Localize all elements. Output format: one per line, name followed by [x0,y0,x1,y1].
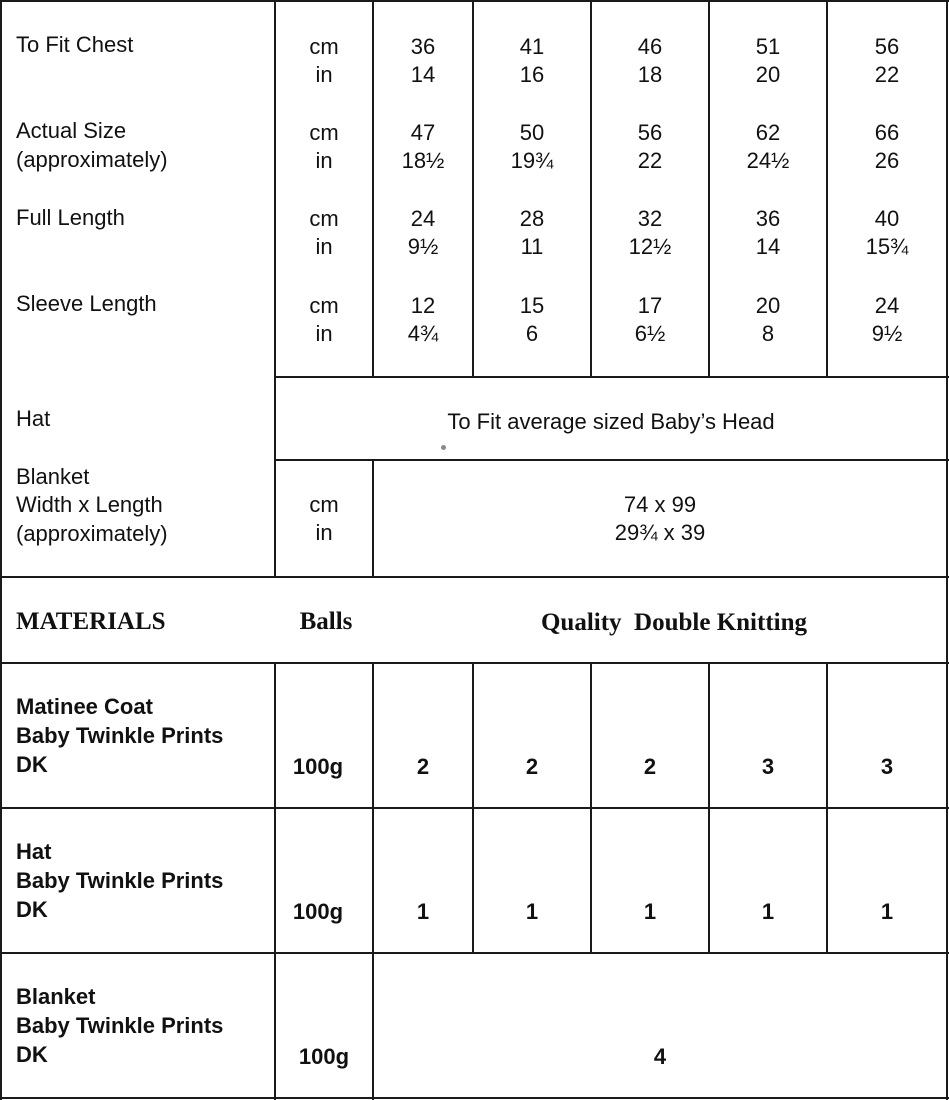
value-cell: 56 [637,120,663,145]
ball-count: 1 [880,899,894,924]
value-cell: 18½ [401,148,445,173]
material-label-hat: Hat [16,839,52,864]
row-label-blanket: Blanket [16,464,90,489]
divider-hat-bottom [274,459,949,461]
value-cell: 17 [637,293,663,318]
value-cell: 18 [637,62,663,87]
table-border-bottom [0,1097,949,1099]
value-cell: 6 [525,321,539,346]
value-cell: 40 [874,206,900,231]
material-weight: 100g [298,1044,350,1069]
value-cell: 50 [519,120,545,145]
divider-hat-material [0,807,949,809]
materials-heading: MATERIALS [16,608,166,635]
unit-cm: cm [309,206,339,231]
value-cell: 15¾ [865,234,909,259]
ball-count: 3 [761,754,775,779]
divider-mat-label [274,662,276,1100]
value-cell: 12½ [628,234,672,259]
value-cell: 9½ [407,234,439,259]
value-cell: 47 [410,120,436,145]
value-cell: 62 [755,120,781,145]
unit-in: in [315,321,333,346]
unit-cm: cm [309,492,339,517]
row-label-actual-size: Actual Size [16,118,127,143]
row-label-actual-size-note: (approximately) [16,147,168,172]
unit-in: in [315,234,333,259]
table-border-top [0,0,949,2]
value-cell: 9½ [871,321,903,346]
value-cell: 36 [410,34,436,59]
value-cell: 51 [755,34,781,59]
value-cell: 15 [519,293,545,318]
value-cell: 4¾ [407,321,439,346]
material-label-dk: DK [16,897,48,922]
value-cell: 20 [755,62,781,87]
divider-materials-top [0,576,949,578]
row-label-sleeve-length: Sleeve Length [16,291,157,316]
unit-in: in [315,148,333,173]
value-cell: 22 [637,148,663,173]
unit-in: in [315,520,333,545]
material-label-yarn: Baby Twinkle Prints [16,1013,224,1038]
row-label-blanket-note: (approximately) [16,521,168,546]
ball-count: 2 [416,754,430,779]
material-label-matinee-coat: Matinee Coat [16,694,153,719]
material-label-yarn: Baby Twinkle Prints [16,868,224,893]
value-cell: 41 [519,34,545,59]
divider-materials-bottom [0,662,949,664]
table-border-right [946,0,948,1100]
material-weight: 100g [292,899,344,924]
value-cell: 26 [874,148,900,173]
value-cell: 28 [519,206,545,231]
material-label-yarn: Baby Twinkle Prints [16,723,224,748]
value-cell: 14 [410,62,436,87]
value-cell: 12 [410,293,436,318]
ball-count: 2 [525,754,539,779]
balls-heading: Balls [299,608,353,635]
ball-count: 4 [653,1044,667,1069]
row-label-full-length: Full Length [16,205,125,230]
value-cell: 24 [874,293,900,318]
ball-count: 3 [880,754,894,779]
scan-speck [441,445,446,450]
value-cell: 8 [761,321,775,346]
value-cell: 32 [637,206,663,231]
row-label-hat: Hat [16,406,51,431]
blanket-size-in: 29¾ x 39 [614,520,706,545]
value-cell: 16 [519,62,545,87]
value-cell: 19¾ [510,148,554,173]
unit-cm: cm [309,293,339,318]
ball-count: 1 [761,899,775,924]
ball-count: 1 [643,899,657,924]
yarn-quality-heading: Quality Double Knitting [540,609,807,636]
row-label-chest: To Fit Chest [16,32,134,57]
value-cell: 14 [755,234,781,259]
value-cell: 22 [874,62,900,87]
divider-hat-top [274,376,949,378]
value-cell: 36 [755,206,781,231]
hat-fit-note: To Fit average sized Baby’s Head [447,409,775,434]
ball-count: 1 [525,899,539,924]
ball-count: 1 [416,899,430,924]
value-cell: 24½ [746,148,790,173]
row-label-blanket-dims: Width x Length [16,492,163,517]
material-label-dk: DK [16,752,48,777]
value-cell: 46 [637,34,663,59]
unit-cm: cm [309,120,339,145]
divider-mat-weight [372,662,374,1100]
blanket-size-cm: 74 x 99 [623,492,697,517]
material-weight: 100g [292,754,344,779]
value-cell: 66 [874,120,900,145]
material-label-blanket: Blanket [16,984,96,1009]
value-cell: 6½ [634,321,666,346]
table-border-left [0,0,2,1100]
divider-blanket-material [0,952,949,954]
value-cell: 11 [520,234,544,259]
unit-cm: cm [309,34,339,59]
value-cell: 20 [755,293,781,318]
unit-in: in [315,62,333,87]
value-cell: 24 [410,206,436,231]
material-label-dk: DK [16,1042,48,1067]
ball-count: 2 [643,754,657,779]
value-cell: 56 [874,34,900,59]
